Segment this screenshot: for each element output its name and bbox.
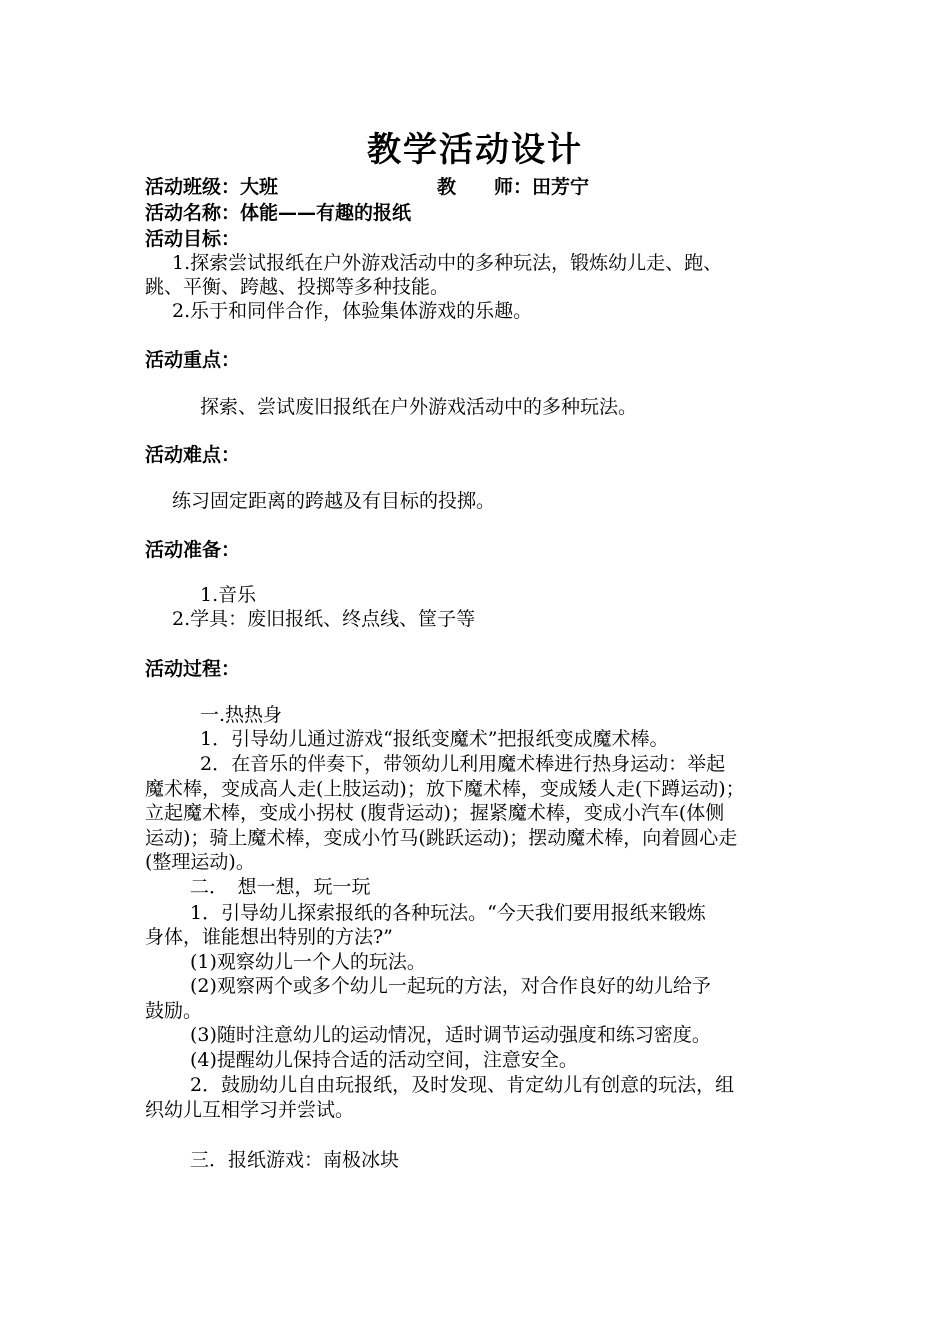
process-line: 运动)；骑上魔术棒，变成小竹马(跳跃运动)；摆动魔术棒，向着圆心走 (145, 827, 738, 849)
key-point-heading: 活动重点： (145, 349, 241, 371)
process-line: 魔术棒，变成高人走(上肢运动)；放下魔术棒，变成矮人走(下蹲运动)； (145, 778, 745, 800)
process-line: 织幼儿互相学习并尝试。 (145, 1099, 355, 1121)
process-line: 一.热热身 (200, 704, 283, 726)
process-heading: 活动过程： (145, 658, 241, 680)
teacher-label: 教 师：田芳宁 (437, 176, 590, 198)
difficulty-text: 练习固定距离的跨越及有目标的投掷。 (172, 490, 496, 512)
goal-line: 2.乐于和同伴合作，体验集体游戏的乐趣。 (172, 300, 533, 322)
preparation-heading: 活动准备： (145, 539, 241, 561)
process-line: (1)观察幼儿一个人的玩法。 (190, 951, 426, 973)
process-line: 二． 想一想，玩一玩 (190, 876, 371, 898)
process-line: 立起魔术棒，变成小拐杖 (腹背运动)；握紧魔术棒，变成小汽车(体侧 (145, 802, 725, 824)
activity-name: 活动名称：体能——有趣的报纸 (145, 202, 412, 224)
preparation-item: 2.学具：废旧报纸、终点线、筐子等 (172, 608, 476, 630)
process-line: 2．鼓励幼儿自由玩报纸，及时发现、肯定幼儿有创意的玩法，组 (190, 1074, 735, 1096)
process-line: 2．在音乐的伴奏下，带领幼儿利用魔术棒进行热身运动：举起 (200, 753, 726, 775)
process-line: (4)提醒幼儿保持合适的活动空间，注意安全。 (190, 1049, 578, 1071)
goal-line: 跳、平衡、跨越、投掷等多种技能。 (145, 276, 450, 298)
goals-heading: 活动目标： (145, 228, 241, 250)
process-line: 1．引导幼儿探索报纸的各种玩法。“今天我们要用报纸来锻炼 (190, 902, 706, 924)
page-title: 教学活动设计 (367, 130, 583, 170)
preparation-item: 1.音乐 (200, 584, 257, 606)
process-line: (整理运动)。 (145, 851, 255, 873)
difficulty-heading: 活动难点： (145, 444, 241, 466)
key-point-text: 探索、尝试废旧报纸在户外游戏活动中的多种玩法。 (200, 396, 638, 418)
process-line: 身体，谁能想出特别的方法?” (145, 926, 393, 948)
process-line: 1．引导幼儿通过游戏“报纸变魔术”把报纸变成魔术棒。 (200, 728, 669, 750)
process-line: 鼓励。 (145, 1000, 203, 1022)
class-label: 活动班级：大班 (145, 176, 279, 198)
process-line: 三．报纸游戏：南极冰块 (190, 1149, 400, 1171)
process-line: (2)观察两个或多个幼儿一起玩的方法，对合作良好的幼儿给予 (190, 975, 711, 997)
process-line: (3)随时注意幼儿的运动情况，适时调节运动强度和练习密度。 (190, 1024, 711, 1046)
goal-line: 1.探索尝试报纸在户外游戏活动中的多种玩法，锻炼幼儿走、跑、 (172, 252, 723, 274)
